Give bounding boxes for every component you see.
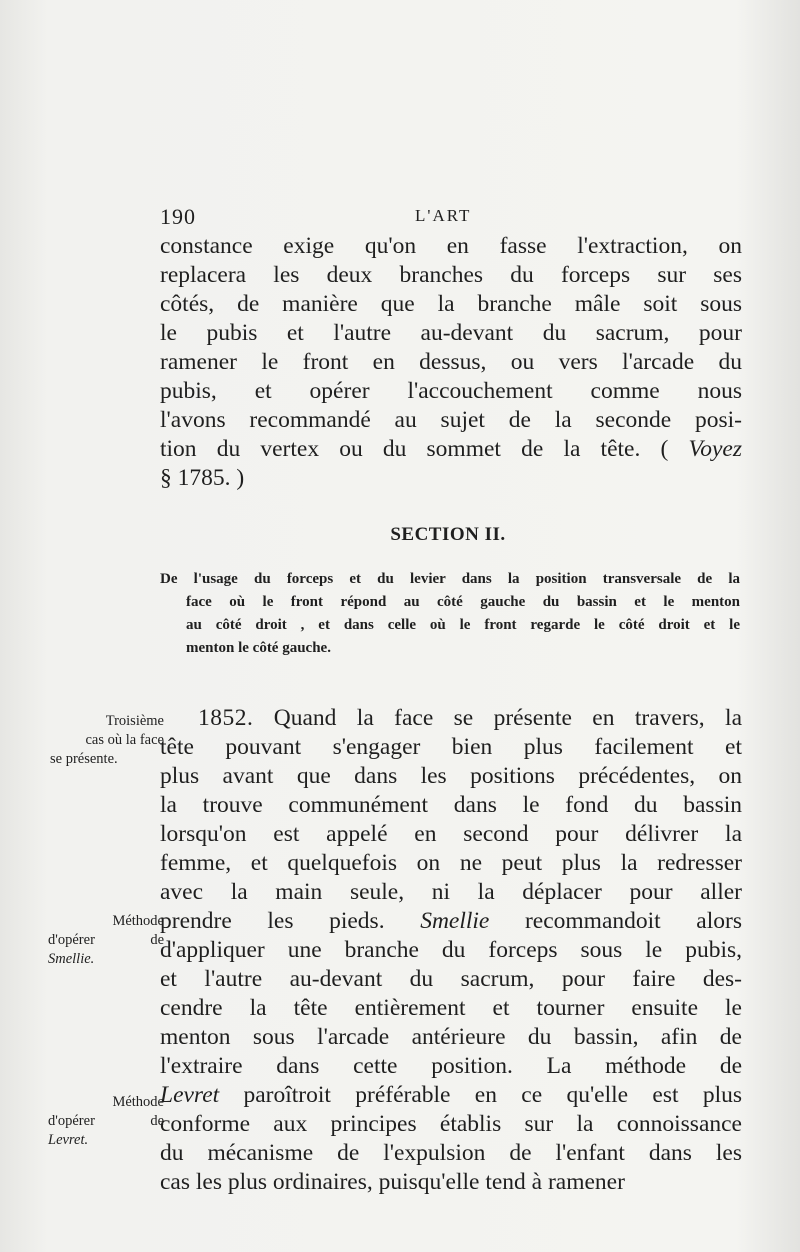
voyez-reference: Voyez (688, 436, 742, 462)
margin-note-smellie (40, 912, 164, 969)
page-header (160, 204, 740, 234)
text-line: § 1785. ) (160, 465, 245, 491)
text-line (160, 907, 742, 936)
text-line (160, 1081, 742, 1110)
section-title: SECTION II. (390, 524, 506, 545)
text-line: le pubis et l'autre au-devant du sacrum, pour (160, 320, 742, 346)
text-line: menton sous l'arcade antérieure du bassin, afin de (160, 1024, 742, 1050)
paragraph-1852 (160, 704, 742, 1197)
text-fragment: Quand la face se présente en travers, la (273, 705, 743, 731)
margin-line: cas où la face (85, 732, 164, 748)
text-line: cendre la tête entièrement et tourner ensuite le (160, 995, 742, 1021)
margin-line: Smellie. (48, 951, 95, 967)
text-line: avec la main seule, ni la déplacer pour aller (160, 879, 742, 905)
margin-line: Levret. (48, 1132, 89, 1148)
margin-line: Méthode (112, 913, 164, 929)
author-name-levret: Levret (160, 1082, 220, 1108)
text-line: cas les plus ordinaires, puisqu'elle tend à ramener (160, 1169, 625, 1195)
margin-line: d'opérer de (48, 1113, 164, 1129)
text-line: plus avant que dans les positions précédentes, on (160, 763, 742, 789)
text-line: pubis, et opérer l'accouchement comme nous (160, 378, 742, 404)
margin-line: se présente. (50, 751, 118, 767)
text-line: côtés, de manière que la branche mâle soit sous (160, 291, 742, 317)
running-title: L'ART (415, 206, 472, 225)
author-name-smellie: Smellie (420, 908, 490, 934)
margin-note-levret (40, 1093, 164, 1150)
text-line: ramener le front en dessus, ou vers l'arcade du (160, 349, 742, 375)
page-number: 190 (160, 204, 196, 229)
text-line (160, 435, 742, 464)
text-line: replacera les deux branches du forceps sur ses (160, 262, 742, 288)
continuation-paragraph (160, 232, 742, 493)
text-line: lorsqu'on est appelé en second pour délivrer la (160, 821, 742, 847)
summary-line: menton le côté gauche. (186, 640, 331, 656)
margin-line: Troisième (105, 713, 164, 729)
margin-line: d'opérer de (48, 932, 164, 948)
text-line: conforme aux principes établis sur la connoissance (160, 1111, 742, 1137)
text-line: l'extraire dans cette position. La méthode de (160, 1053, 742, 1079)
text-fragment: tion du vertex ou du sommet de la tête. ( (160, 436, 669, 462)
section-summary (160, 568, 740, 660)
text-line: d'appliquer une branche du forceps sous le pubis, (160, 937, 742, 963)
paragraph-number: 1852. (198, 705, 254, 731)
margin-line: Méthode (112, 1094, 164, 1110)
text-line: femme, et quelquefois on ne peut plus la redresser (160, 850, 742, 876)
text-line: du mécanisme de l'expulsion de l'enfant dans les (160, 1140, 742, 1166)
summary-line: De l'usage du forceps et du levier dans la position transversale de la (160, 571, 740, 587)
text-line: constance exige qu'on en fasse l'extraction, on (160, 233, 742, 259)
text-line (160, 704, 742, 733)
text-line: l'avons recommandé au sujet de la seconde posi- (160, 407, 742, 433)
text-fragment: paroîtroit préférable en ce qu'elle est plus (243, 1082, 742, 1108)
summary-line: face où le front répond au côté gauche du bassin et le menton (186, 594, 740, 610)
text-line: et l'autre au-devant du sacrum, pour faire des- (160, 966, 742, 992)
margin-note-troisieme (40, 712, 164, 769)
text-fragment: prendre les pieds. (160, 908, 385, 934)
text-fragment: recommandoit alors (524, 908, 742, 934)
text-line: tête pouvant s'engager bien plus facilement et (160, 734, 742, 760)
summary-line: au côté droit , et dans celle où le front regarde le côté droit et le (186, 617, 740, 633)
text-line: la trouve communément dans le fond du bassin (160, 792, 742, 818)
